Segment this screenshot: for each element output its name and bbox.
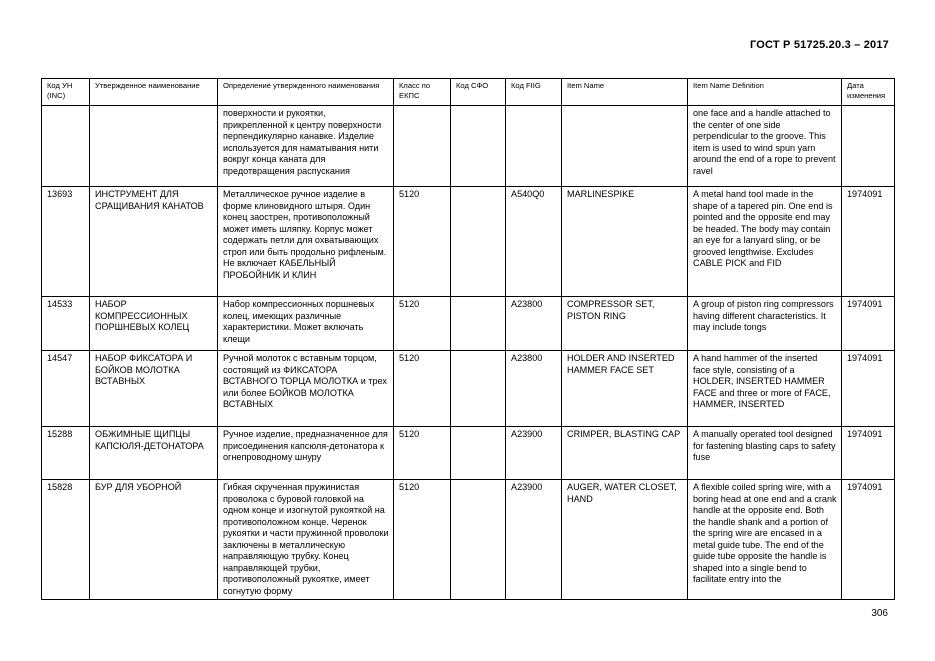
header-sfo: Код СФО (451, 79, 506, 106)
cell-name-ru: ОБЖИМНЫЕ ЩИПЦЫ КАПСЮЛЯ-ДЕТОНАТОРА (90, 427, 218, 480)
header-ekps: Класс по ЕКПС (394, 79, 451, 106)
cell-item-definition: A manually operated tool designed for fastening blasting caps to safety fuse (688, 427, 842, 480)
document-code: ГОСТ Р 51725.20.3 – 2017 (749, 39, 889, 51)
cell-inc: 14533 (42, 297, 90, 351)
catalog-table (41, 78, 895, 600)
header-name-ru: Утвержденное наименование (90, 79, 218, 106)
cell-inc: 13693 (42, 187, 90, 297)
cell-name-ru: НАБОР ФИКСАТОРА И БОЙКОВ МОЛОТКА ВСТАВНЫХ (90, 351, 218, 427)
cell-item-name (562, 106, 688, 187)
cell-sfo (451, 187, 506, 297)
cell-sfo (451, 351, 506, 427)
header-item-name: Item Name (562, 79, 688, 106)
cell-inc: 15288 (42, 427, 90, 480)
cell-item-definition: A hand hammer of the inserted face style, consisting of a HOLDER, INSERTED HAMMER FACE and three or more of FACE, HAMMER, INSERTED (688, 351, 842, 427)
cell-definition-ru: Набор компрессионных поршневых колец, имеющих различные характеристики. Может включать клещи (218, 297, 394, 351)
cell-item-definition: A metal hand tool made in the shape of a tapered pin. One end is pointed and the opposite end may be headed. The body may contain an eye for a lanyard sling, or be grooved lengthwise. Excludes CABLE PICK and FID (688, 187, 842, 297)
cell-inc (42, 106, 90, 187)
header-fiig: Код FIIG (506, 79, 562, 106)
cell-date: 1974091 (842, 187, 895, 297)
header-item-definition: Item Name Definition (688, 79, 842, 106)
cell-fiig: A23900 (506, 480, 562, 600)
cell-sfo (451, 297, 506, 351)
cell-fiig: A540Q0 (506, 187, 562, 297)
header-date: Дата изменения (842, 79, 895, 106)
cell-name-ru: НАБОР КОМПРЕССИОННЫХ ПОРШНЕВЫХ КОЛЕЦ (90, 297, 218, 351)
cell-item-name: AUGER, WATER CLOSET, HAND (562, 480, 688, 600)
page-number: 306 (871, 608, 888, 619)
cell-name-ru: ИНСТРУМЕНТ ДЛЯ СРАЩИВАНИЯ КАНАТОВ (90, 187, 218, 297)
cell-definition-ru: поверхности и рукоятки, прикрепленной к центру поверхности перпендикулярно канавке. Изделие используется для наматывания нити вокруг конца каната для предотвращения распускания (218, 106, 394, 187)
cell-item-name: CRIMPER, BLASTING CAP (562, 427, 688, 480)
cell-ekps: 5120 (394, 297, 451, 351)
cell-ekps: 5120 (394, 427, 451, 480)
cell-item-definition: one face and a handle attached to the center of one side perpendicular to the groove. This item is used to wind spun yarn around the end of a rope to prevent ravel (688, 106, 842, 187)
cell-date: 1974091 (842, 351, 895, 427)
cell-item-definition: A flexible coiled spring wire, with a boring head at one end and a crank handle at the opposite end. Both the handle shank and a portion of the spring wire are encased in a metal guide tube. The end of the guide tube opposite the handle is shaped into a single bend to facilitate entry into the (688, 480, 842, 600)
cell-fiig: A23800 (506, 297, 562, 351)
table-row (42, 297, 895, 351)
table-row (42, 351, 895, 427)
cell-date (842, 106, 895, 187)
header-definition-ru: Определение утвержденного наименования (218, 79, 394, 106)
table-row (42, 106, 895, 187)
table-row (42, 480, 895, 600)
cell-item-name: HOLDER AND INSERTED HAMMER FACE SET (562, 351, 688, 427)
cell-ekps: 5120 (394, 187, 451, 297)
cell-sfo (451, 480, 506, 600)
cell-item-name: COMPRESSOR SET, PISTON RING (562, 297, 688, 351)
table-header-row (42, 79, 895, 106)
cell-date: 1974091 (842, 427, 895, 480)
cell-sfo (451, 427, 506, 480)
cell-inc: 15828 (42, 480, 90, 600)
cell-name-ru (90, 106, 218, 187)
cell-ekps (394, 106, 451, 187)
cell-inc: 14547 (42, 351, 90, 427)
cell-definition-ru: Ручное изделие, предназначенное для присоединения капсюля-детонатора к огнепроводному шнуру (218, 427, 394, 480)
header-inc: Код УН (INC) (42, 79, 90, 106)
cell-name-ru: БУР ДЛЯ УБОРНОЙ (90, 480, 218, 600)
cell-sfo (451, 106, 506, 187)
cell-date: 1974091 (842, 297, 895, 351)
cell-fiig: A23900 (506, 427, 562, 480)
table-row (42, 427, 895, 480)
cell-item-name: MARLINESPIKE (562, 187, 688, 297)
cell-ekps: 5120 (394, 480, 451, 600)
cell-definition-ru: Гибкая скрученная пружинистая проволока с буровой головкой на одном конце и изогнутой рукояткой на противоположном конце. Черенок рукоятки и части пружинной проволоки заключены в металлическую направляющую трубку. Конец направляющей трубки, противоположный рукоятке, имеет согнутую форму (218, 480, 394, 600)
cell-definition-ru: Ручной молоток с вставным торцом, состоящий из ФИКСАТОРА ВСТАВНОГО ТОРЦА МОЛОТКА и трех или более БОЙКОВ МОЛОТКА ВСТАВНЫХ (218, 351, 394, 427)
cell-date: 1974091 (842, 480, 895, 600)
cell-definition-ru: Металлическое ручное изделие в форме клиновидного штыря. Один конец заострен, противоположный может иметь шляпку. Корпус может содержать петли для охватывающих строп или быть продольно рифленым. Не включает КАБЕЛЬНЫЙ ПРОБОЙНИК И КЛИН (218, 187, 394, 297)
cell-ekps: 5120 (394, 351, 451, 427)
table-row (42, 187, 895, 297)
cell-item-definition: A group of piston ring compressors having different characteristics. It may include tongs (688, 297, 842, 351)
cell-fiig (506, 106, 562, 187)
cell-fiig: A23800 (506, 351, 562, 427)
